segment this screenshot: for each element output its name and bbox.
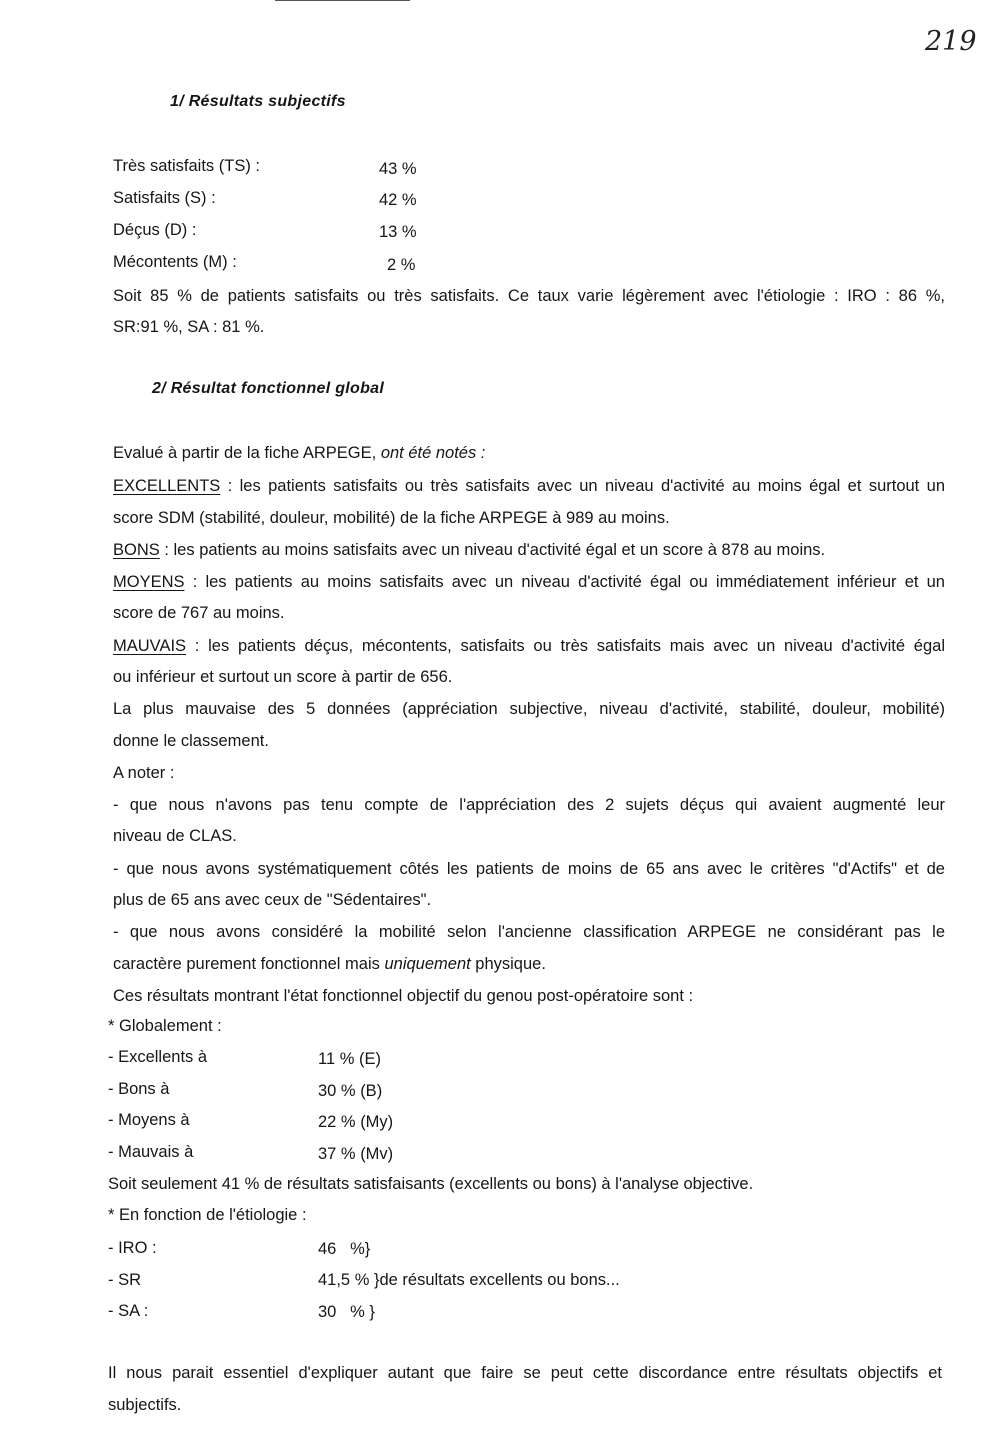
note-label: A noter : <box>113 764 175 782</box>
mauvais-term: MAUVAIS <box>113 637 187 655</box>
bons-definition: : les patients au moins satisfaits avec un niveau d'activité égal et un score à 878 au moins. <box>159 541 826 559</box>
note3-italic: uniquement <box>384 955 471 973</box>
moyens-line2: score de 767 au moins. <box>113 604 285 622</box>
subjective-summary-line1: Soit 85 % de patients satisfaits ou très satisfaits. Ce taux varie légèrement avec l'étiologie : IRO : 86 %, <box>113 287 945 305</box>
etiology-label: * En fonction de l'étiologie : <box>108 1206 307 1224</box>
results-intro: Ces résultats montrant l'état fonctionnel objectif du genou post-opératoire sont : <box>113 987 694 1005</box>
subjective-label-d: Déçus (D) : <box>113 221 197 239</box>
etiology-value-sa: 30 % } <box>318 1303 375 1321</box>
note3-line2 <box>113 954 546 974</box>
section2-heading: 2/ Résultat fonctionnel global <box>152 380 385 397</box>
bons-term: BONS <box>113 541 160 559</box>
classement-line1: La plus mauvaise des 5 données (appréciation subjective, niveau d'activité, stabilité, douleur, mobilité) <box>113 700 945 718</box>
excellents-line2: score SDM (stabilité, douleur, mobilité) de la fiche ARPEGE à 989 au moins. <box>113 509 670 527</box>
mauvais-line1 <box>113 636 945 656</box>
etiology-label-sa: - SA : <box>108 1302 149 1320</box>
conclusion-line2: subjectifs. <box>108 1396 182 1414</box>
global-label-excellents: - Excellents à <box>108 1048 208 1066</box>
subjective-value-s: 42 % <box>379 191 417 209</box>
subjective-label-m: Mécontents (M) : <box>113 253 237 271</box>
note3-line1: - que nous avons considéré la mobilité selon l'ancienne classification ARPEGE ne considérant pas le <box>113 923 945 941</box>
page-number: 219 <box>925 26 977 57</box>
etiology-label-iro: - IRO : <box>108 1239 157 1257</box>
global-value-excellents: 11 % (E) <box>318 1050 381 1068</box>
etiology-label-sr: - SR <box>108 1271 141 1289</box>
top-rule <box>275 0 410 1</box>
note1-line2: niveau de CLAS. <box>113 827 237 845</box>
intro-line <box>113 443 485 463</box>
classement-line2: donne le classement. <box>113 732 269 750</box>
global-value-mauvais: 37 % (Mv) <box>318 1145 394 1163</box>
moyens-line1 <box>113 572 945 592</box>
subjective-label-ts: Très satisfaits (TS) : <box>113 157 260 175</box>
global-label-moyens: - Moyens à <box>108 1111 190 1129</box>
excellents-definition: : les patients satisfaits ou très satisfaits avec un niveau d'activité au moins égal et surtout un <box>220 477 945 495</box>
intro-italic: ont été notés : <box>380 444 486 462</box>
excellents-term: EXCELLENTS <box>113 477 221 495</box>
mauvais-line2: ou inférieur et surtout un score à partir de 656. <box>113 668 453 686</box>
subjective-summary-line2: SR:91 %, SA : 81 %. <box>113 318 265 336</box>
subjective-label-s: Satisfaits (S) : <box>113 189 216 207</box>
global-value-bons: 30 % (B) <box>318 1082 383 1100</box>
subjective-value-m: 2 % <box>387 256 416 274</box>
intro-prefix: Evalué à partir de la fiche ARPEGE, <box>113 444 381 462</box>
note3-suffix: physique. <box>470 955 546 973</box>
etiology-value-iro: 46 %} <box>318 1240 371 1258</box>
global-label-bons: - Bons à <box>108 1080 170 1098</box>
excellents-line1 <box>113 476 945 496</box>
global-label: * Globalement : <box>108 1017 222 1035</box>
moyens-term: MOYENS <box>113 573 185 591</box>
global-summary: Soit seulement 41 % de résultats satisfaisants (excellents ou bons) à l'analyse objective. <box>108 1175 754 1193</box>
global-label-mauvais: - Mauvais à <box>108 1143 194 1161</box>
subjective-value-ts: 43 % <box>379 160 417 178</box>
moyens-definition: : les patients au moins satisfaits avec un niveau d'activité égal ou immédiatement inférieur et un <box>184 573 945 591</box>
conclusion-line1: Il nous parait essentiel d'expliquer autant que faire se peut cette discordance entre résultats objectifs et <box>108 1364 942 1382</box>
global-value-moyens: 22 % (My) <box>318 1113 394 1131</box>
note2-line2: plus de 65 ans avec ceux de "Sédentaires". <box>113 891 432 909</box>
bons-line <box>113 540 825 560</box>
mauvais-definition: : les patients déçus, mécontents, satisfaits ou très satisfaits mais avec un niveau d'activité égal <box>186 637 945 655</box>
etiology-value-sr: 41,5 % }de résultats excellents ou bons... <box>318 1271 620 1289</box>
subjective-value-d: 13 % <box>379 223 417 241</box>
note3-prefix: caractère purement fonctionnel mais <box>113 955 385 973</box>
note2-line1: - que nous avons systématiquement côtés les patients de moins de 65 ans avec le critères "d'Actifs" et de <box>113 860 945 878</box>
note1-line1: - que nous n'avons pas tenu compte de l'appréciation des 2 sujets déçus qui avaient augmenté leur <box>113 796 945 814</box>
section1-heading: 1/ Résultats subjectifs <box>170 93 346 110</box>
